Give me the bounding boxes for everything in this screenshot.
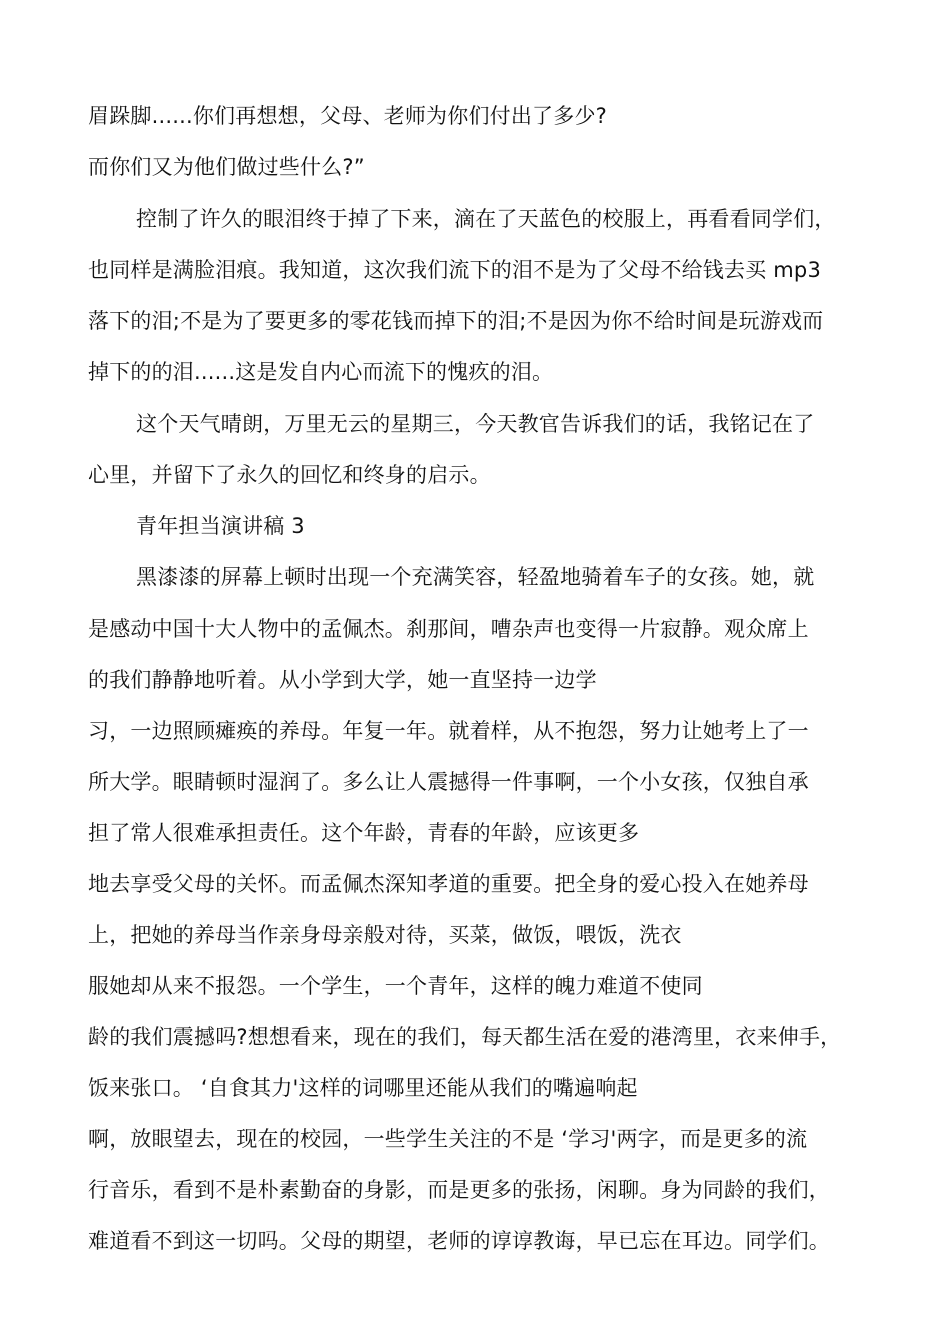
text-line: 所大学。眼睛顿时湿润了。多么让人震撼得一件事啊，一个小女孩，仅独自承: [88, 770, 809, 794]
text-line: 服她却从来不报怨。一个学生，一个青年，这样的魄力难道不使同: [88, 974, 703, 998]
paragraph-start-line: 控制了许久的眼泪终于掉了下来，滴在了天蓝色的校服上，再看看同学们，: [136, 207, 836, 231]
paragraph-start-line: 黑漆漆的屏幕上顿时出现一个充满笑容，轻盈地骑着车子的女孩。她，就: [136, 565, 815, 589]
text-line: 地去享受父母的关怀。而孟佩杰深知孝道的重要。把全身的爱心投入在她养母: [88, 872, 809, 896]
text-line: 眉跺脚......你们再想想，父母、老师为你们付出了多少?: [88, 104, 607, 128]
text-line: 担了常人很难承担责任。这个年龄，青春的年龄，应该更多: [88, 821, 640, 845]
text-line: 饭来张口。 ‘自食其力'这样的词哪里还能从我们的嘴遍响起: [88, 1076, 638, 1100]
paragraph-start-line: 这个天气晴朗，万里无云的星期三，今天教官告诉我们的话，我铭记在了: [136, 412, 815, 436]
section-heading: 青年担当演讲稿 3: [136, 514, 305, 538]
text-line: 难道看不到这一切吗。父母的期望，老师的谆谆教诲，早已忘在耳边。同学们。: [88, 1229, 830, 1253]
text-line: 龄的我们震撼吗?想想看来，现在的我们，每天都生活在爱的港湾里，衣来伸手，: [88, 1025, 842, 1049]
text-line: 掉下的的泪......这是发自内心而流下的愧疚的泪。: [88, 360, 554, 384]
text-line: 啊，放眼望去，现在的校园，一些学生关注的不是 ‘学习'两字，而是更多的流: [88, 1127, 808, 1151]
text-line: 心里，并留下了永久的回忆和终身的启示。: [88, 463, 491, 487]
text-line: 的我们静静地听着。从小学到大学，她一直坚持一边学: [88, 668, 597, 692]
text-line: 行音乐，看到不是朴素勤奋的身影，而是更多的张扬，闲聊。身为同龄的我们，: [88, 1178, 830, 1202]
text-line: 落下的泪;不是为了要更多的零花钱而掉下的泪;不是因为你不给时间是玩游戏而: [88, 309, 824, 333]
text-line: 也同样是满脸泪痕。我知道，这次我们流下的泪不是为了父母不给钱去买 mp3: [88, 258, 822, 282]
text-line: 上，把她的养母当作亲身母亲般对待，买菜，做饭，喂饭，洗衣: [88, 923, 682, 947]
text-line: 而你们又为他们做过些什么?”: [88, 155, 365, 179]
text-line: 是感动中国十大人物中的孟佩杰。刹那间，嘈杂声也变得一片寂静。观众席上: [88, 617, 809, 641]
text-line: 习，一边照顾瘫痪的养母。年复一年。就着样，从不抱怨，努力让她考上了一: [88, 719, 809, 743]
